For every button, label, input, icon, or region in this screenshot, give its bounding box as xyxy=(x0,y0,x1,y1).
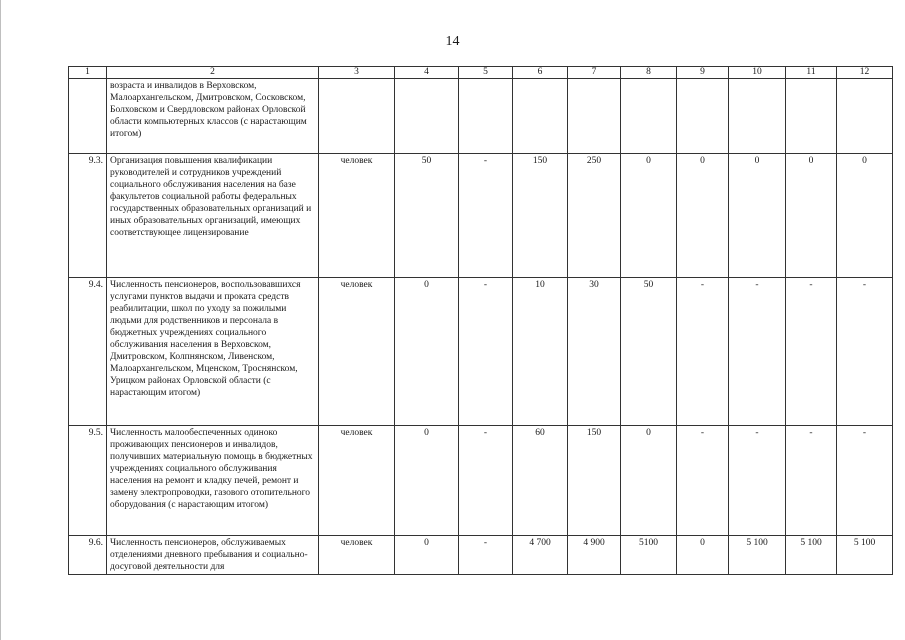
header-cell: 1 xyxy=(69,67,107,79)
value-cell xyxy=(837,79,893,154)
header-cell: 9 xyxy=(677,67,729,79)
value-cell: 5 100 xyxy=(786,536,837,575)
table-row xyxy=(69,278,893,426)
indicator-text: Численность малообеспеченных одиноко проживающих пенсионеров и инвалидов, получивших материальную помощь в бюджетных учреждениях социального обслуживания населения на ремонт и кладку печей, ремонт и замену электропроводки, газового отопительного оборудования (с нарастающим итогом) xyxy=(107,426,319,536)
value-cell xyxy=(459,79,513,154)
value-cell: 5 100 xyxy=(837,536,893,575)
unit-cell: человек xyxy=(319,154,395,278)
unit-cell: человек xyxy=(319,536,395,575)
header-cell: 6 xyxy=(513,67,568,79)
value-cell: - xyxy=(459,536,513,575)
page-edge-line xyxy=(0,0,1,640)
table-row xyxy=(69,536,893,575)
value-cell: 4 700 xyxy=(513,536,568,575)
value-cell: - xyxy=(786,426,837,536)
indicator-text: возраста и инвалидов в Верховском, Малоархангельском, Дмитровском, Сосковском, Болховском и Свердловском районах Орловской области компьютерных классов (с нарастающим итогом) xyxy=(107,79,319,154)
value-cell: - xyxy=(459,154,513,278)
value-cell xyxy=(513,79,568,154)
unit-cell xyxy=(319,79,395,154)
table-row xyxy=(69,154,893,278)
value-cell: 0 xyxy=(837,154,893,278)
value-cell: - xyxy=(837,426,893,536)
value-cell: - xyxy=(459,278,513,426)
row-number: 9.6. xyxy=(69,536,107,575)
unit-cell: человек xyxy=(319,426,395,536)
header-cell: 10 xyxy=(729,67,786,79)
value-cell xyxy=(621,79,677,154)
header-cell: 12 xyxy=(837,67,893,79)
value-cell: 0 xyxy=(395,536,459,575)
row-number: 9.5. xyxy=(69,426,107,536)
value-cell: 0 xyxy=(677,154,729,278)
value-cell: 0 xyxy=(729,154,786,278)
header-cell: 8 xyxy=(621,67,677,79)
value-cell: - xyxy=(677,278,729,426)
value-cell: 10 xyxy=(513,278,568,426)
value-cell xyxy=(786,79,837,154)
value-cell: - xyxy=(677,426,729,536)
value-cell: - xyxy=(459,426,513,536)
header-cell: 4 xyxy=(395,67,459,79)
value-cell: 0 xyxy=(395,426,459,536)
indicators-table xyxy=(68,66,893,575)
value-cell: - xyxy=(729,426,786,536)
value-cell: 150 xyxy=(568,426,621,536)
header-cell: 11 xyxy=(786,67,837,79)
value-cell: 5 100 xyxy=(729,536,786,575)
value-cell: 0 xyxy=(621,154,677,278)
value-cell xyxy=(677,79,729,154)
value-cell: 4 900 xyxy=(568,536,621,575)
indicator-text: Организация повышения квалификации руководителей и сотрудников учреждений социального обслуживания населения на базе факультетов социальной работы федеральных государственных образовательных организаций и иных образовательных организаций, имеющих соответствующее лицензирование xyxy=(107,154,319,278)
table-row xyxy=(69,79,893,154)
value-cell: 50 xyxy=(395,154,459,278)
value-cell: 50 xyxy=(621,278,677,426)
indicator-text: Численность пенсионеров, воспользовавшихся услугами пунктов выдачи и проката средств реабилитации, школ по уходу за пожилыми людьми для родственников и персонала в бюджетных учреждениях социального обслуживания населения в Верховском, Дмитровском, Колпнянском, Ливенском, Малоархангельском, Мценском, Троснянском, Урицком районах Орловской области (с нарастающим итогом) xyxy=(107,278,319,426)
value-cell: 250 xyxy=(568,154,621,278)
value-cell: 0 xyxy=(621,426,677,536)
value-cell xyxy=(395,79,459,154)
header-cell: 2 xyxy=(107,67,319,79)
value-cell: - xyxy=(729,278,786,426)
header-cell: 7 xyxy=(568,67,621,79)
header-row xyxy=(69,67,893,79)
value-cell: 0 xyxy=(677,536,729,575)
value-cell: - xyxy=(786,278,837,426)
value-cell: 5100 xyxy=(621,536,677,575)
value-cell xyxy=(729,79,786,154)
value-cell xyxy=(568,79,621,154)
value-cell: 0 xyxy=(395,278,459,426)
row-number xyxy=(69,79,107,154)
value-cell: - xyxy=(837,278,893,426)
page-number: 14 xyxy=(445,34,460,49)
row-number: 9.3. xyxy=(69,154,107,278)
row-number: 9.4. xyxy=(69,278,107,426)
indicator-text: Численность пенсионеров, обслуживаемых отделениями дневного пребывания и социально-досуговой деятельности для xyxy=(107,536,319,575)
value-cell: 30 xyxy=(568,278,621,426)
value-cell: 60 xyxy=(513,426,568,536)
unit-cell: человек xyxy=(319,278,395,426)
header-cell: 3 xyxy=(319,67,395,79)
value-cell: 0 xyxy=(786,154,837,278)
value-cell: 150 xyxy=(513,154,568,278)
table-row xyxy=(69,426,893,536)
header-cell: 5 xyxy=(459,67,513,79)
